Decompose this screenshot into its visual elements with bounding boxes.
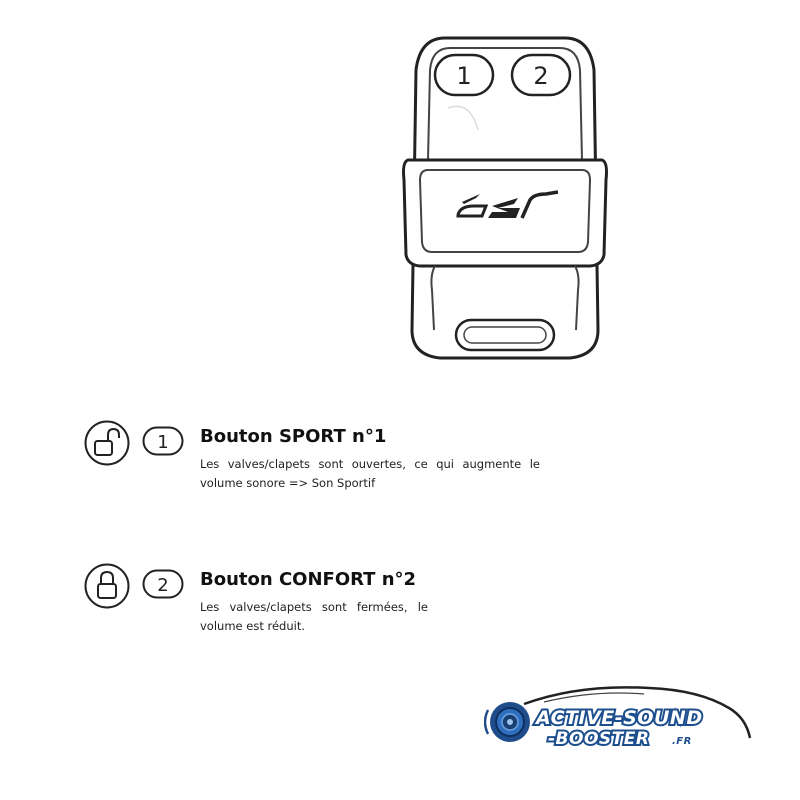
locked-padlock-icon [84, 563, 130, 609]
svg-text:1: 1 [456, 62, 472, 90]
svg-text:2: 2 [533, 62, 549, 90]
speaker-icon [485, 702, 530, 742]
svg-text:1: 1 [157, 432, 169, 453]
confort-button-title: Bouton CONFORT n°2 [200, 569, 417, 590]
sport-button-row [84, 420, 554, 500]
svg-text:2: 2 [157, 575, 169, 596]
button-2-badge [142, 569, 184, 599]
remote-button-1 [435, 55, 493, 95]
active-sound-booster-logo [484, 682, 756, 752]
svg-text:ACTIVE-SOUND: ACTIVE-SOUND [536, 707, 703, 729]
remote-control-illustration [400, 30, 610, 370]
svg-text:-BOOSTER: -BOOSTER [548, 729, 650, 749]
remote-button-2 [512, 55, 570, 95]
button-1-badge [142, 426, 184, 456]
confort-button-row [84, 563, 554, 643]
sport-button-title: Bouton SPORT n°1 [200, 426, 387, 447]
sport-button-description: Les valves/clapets sont ouvertes, ce qui augmente le volume sonore => Son Sportif [200, 457, 540, 490]
unlocked-padlock-icon [84, 420, 130, 466]
svg-text:.FR: .FR [672, 736, 692, 747]
confort-button-description: Les valves/clapets sont fermées, le volume est réduit. [200, 600, 428, 633]
